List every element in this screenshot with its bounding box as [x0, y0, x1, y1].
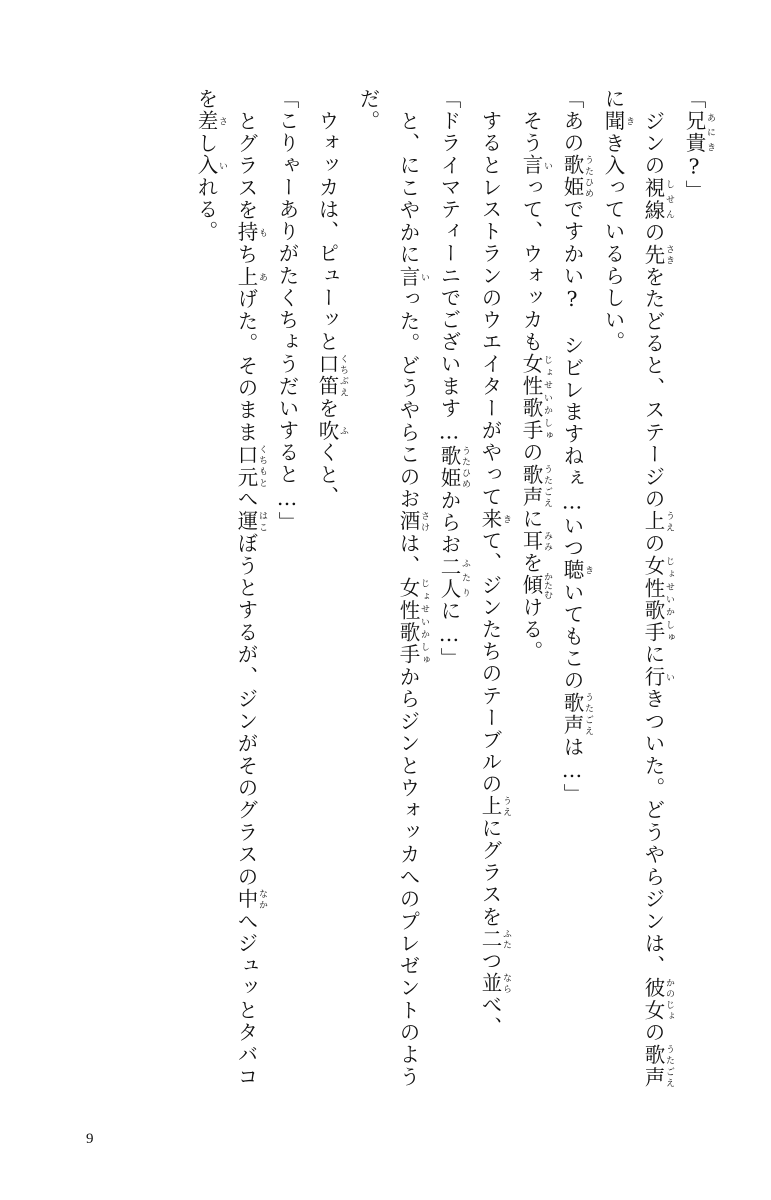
vertical-text-body [95, 88, 715, 1088]
paragraph [511, 88, 552, 1088]
paragraph-text: とグラスを持 もち上 あげた。そのまま口元 くちもとへ運 はこぼうとするが、ジンがそのグラスの中 なかへジュッとタバコを差 さし入 いれる。 [194, 88, 267, 1089]
paragraph-text: と、にこやかに言 いった。どうやらこのお酒 さけは、女性歌手 じょせいかしゅからジンとウォッカへのプレゼントのようだ。 [356, 88, 429, 1089]
paragraph-text: 「兄貴 あにき?」 [682, 88, 715, 203]
paragraph [674, 88, 715, 1088]
paragraph [348, 88, 429, 1088]
paragraph [552, 88, 593, 1088]
paragraph-text: 「ドライマティーニでございます…歌姫 うたひめからお二人 ふたりに…」 [437, 88, 470, 670]
paragraph [593, 88, 674, 1088]
paragraph-text: そう言 いって、ウォッカも女性歌手 じょせいかしゅの歌声 うたごえに耳 みみを傾 かたむける。 [519, 88, 552, 663]
paragraph [307, 88, 348, 1088]
paragraph-text: 「こりゃーありがたくちょうだいすると…」 [275, 88, 299, 534]
paragraph [470, 88, 511, 1088]
page-number: 9 [86, 1131, 94, 1147]
paragraph [186, 88, 267, 1088]
paragraph-text: ジンの視線 しせんの先 さきをたどると、ステージの上 うえの女性歌手 じょせいかしゅに行 いきついた。どうやらジンは、彼女 かのじょの歌声 うたごえに聞 きき入っているらしい。 [601, 88, 674, 1089]
paragraph [429, 88, 470, 1088]
paragraph [267, 88, 307, 1088]
paragraph-text: ウォッカは、ピューッと口笛 くちぶえを吹 ふくと、 [315, 88, 348, 508]
paragraph-text: 「あの歌姫 うたひめですかい? シビレますねぇ…いつ聴 きいてもこの歌声 うたごえは…」 [560, 88, 593, 806]
paragraph-text: するとレストランのウエイターがやって来 きて、ジンたちのテーブルの上 うえにグラスを二 ふたつ並 ならべ、 [478, 88, 511, 1039]
